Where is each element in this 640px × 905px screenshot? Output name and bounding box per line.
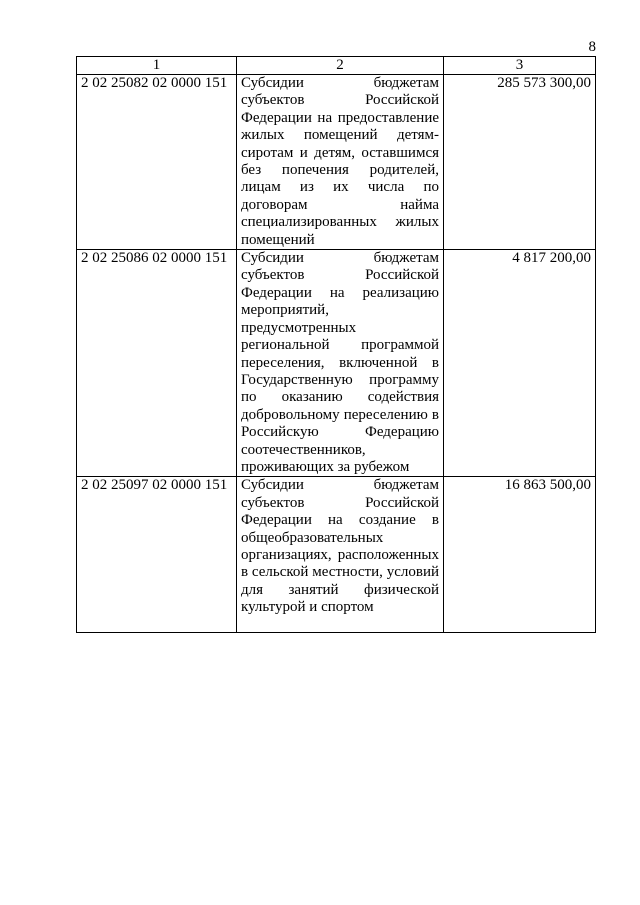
amount-cell: 16 863 500,00	[444, 477, 596, 633]
table-row	[77, 75, 596, 250]
page-number: 8	[588, 39, 596, 55]
table-row	[77, 477, 596, 633]
description-cell: Субсидии бюджетам субъектов Российской Федерации на предоставление жилых помещений детям-сиротам и детям, оставшимся без попечения родителей, лицам из их числа по договорам найма специализированных жилых помещений	[237, 75, 444, 250]
table-header	[77, 57, 596, 75]
budget-table	[76, 56, 596, 633]
budget-code-cell: 2 02 25097 02 0000 151	[77, 477, 237, 633]
header-row	[77, 57, 596, 75]
description-cell: Субсидии бюджетам субъектов Российской Федерации на реализацию мероприятий, предусмотренных региональной программой переселения, включенной в Государственную программу по оказанию содействия добровольному переселению в Российскую Федерацию соотечественников, проживающих за рубежом	[237, 250, 444, 477]
table-row	[77, 250, 596, 477]
column-header-3: 3	[444, 57, 596, 75]
description-cell: Субсидии бюджетам субъектов Российской Федерации на создание в общеобразовательных организациях, расположенных в сельской местности, условий для занятий физической культурой и спортом	[237, 477, 444, 633]
budget-code-cell: 2 02 25086 02 0000 151	[77, 250, 237, 477]
column-header-2: 2	[237, 57, 444, 75]
budget-code-cell: 2 02 25082 02 0000 151	[77, 75, 237, 250]
amount-cell: 4 817 200,00	[444, 250, 596, 477]
column-header-1: 1	[77, 57, 237, 75]
amount-cell: 285 573 300,00	[444, 75, 596, 250]
table-body	[77, 75, 596, 633]
